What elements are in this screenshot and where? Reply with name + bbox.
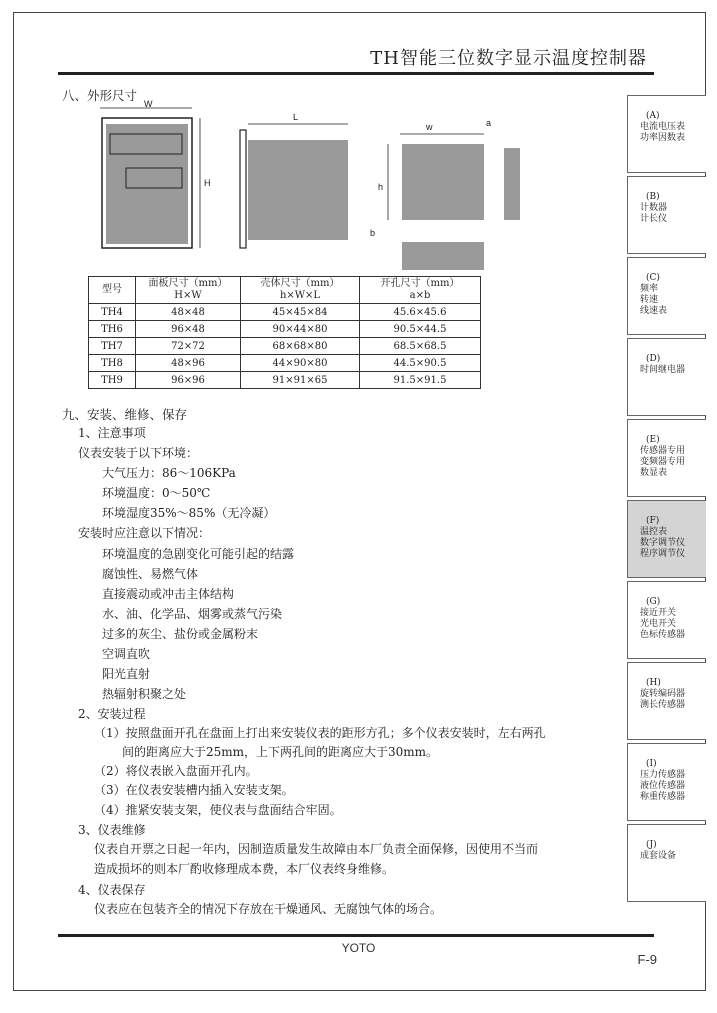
section-9-line: 仪表自开票之日起一年内，因制造质量发生故障由本厂负责全面保修，因使用不当而 bbox=[94, 842, 539, 856]
category-tab-5[interactable] bbox=[627, 500, 706, 578]
table-cell: 45.6×45.6 bbox=[360, 304, 481, 321]
section-9-line: （3）在仪表安装槽内插入安装支架。 bbox=[94, 783, 294, 797]
cutout-body bbox=[402, 144, 484, 220]
category-tab-label: 温控表 bbox=[640, 527, 668, 537]
category-tab-0[interactable] bbox=[627, 95, 706, 173]
category-tab-label: 液位传感器 bbox=[640, 781, 686, 791]
adjacent-cutout-below bbox=[402, 242, 484, 270]
section-9-line: （2）将仪表嵌入盘面开孔内。 bbox=[94, 764, 258, 778]
category-tab-4[interactable] bbox=[627, 419, 706, 497]
category-tab-label: 数显表 bbox=[640, 468, 668, 478]
table-cell: 44×90×80 bbox=[241, 355, 360, 372]
table-cell: 90.5×44.5 bbox=[360, 321, 481, 338]
category-tab-label: 压力传感器 bbox=[640, 770, 686, 780]
section-9-line: 2、安装过程 bbox=[78, 707, 146, 721]
category-tab-label: 测长传感器 bbox=[640, 700, 686, 710]
table-cell: 48×48 bbox=[136, 304, 241, 321]
section-9-line: 间的距离应大于25mm，上下两孔间的距离应大于30mm。 bbox=[122, 745, 439, 759]
category-tab-label: 功率因数表 bbox=[640, 133, 686, 143]
label-L: L bbox=[293, 112, 299, 122]
category-tab-label: 接近开关 bbox=[640, 608, 677, 618]
category-tab-code: (D) bbox=[646, 354, 661, 364]
col-model: 型号 bbox=[89, 277, 136, 304]
section-9-line: 水、油、化学品、烟雾或蒸气污染 bbox=[102, 607, 283, 621]
side-panel-bezel bbox=[240, 130, 246, 248]
section-9-line: 环境温度：0～50℃ bbox=[102, 486, 211, 500]
section-9-line: 直接震动或冲击主体结构 bbox=[102, 587, 235, 601]
header-divider bbox=[58, 72, 654, 75]
table-cell: 44.5×90.5 bbox=[360, 355, 481, 372]
section-9-line: 1、注意事项 bbox=[78, 426, 146, 440]
col-cutout-size: 开孔尺寸（mm） a×b bbox=[360, 277, 481, 304]
section-9-line: 造成损坏的则本厂酌收修理成本费，本厂仪表终身维修。 bbox=[94, 862, 395, 876]
category-tab-9[interactable] bbox=[627, 824, 706, 902]
side-case-body bbox=[248, 140, 348, 240]
category-tab-label: 数字调节仪 bbox=[640, 538, 686, 548]
category-tab-1[interactable] bbox=[627, 176, 706, 254]
table-cell: 91.5×91.5 bbox=[360, 372, 481, 389]
category-tab-3[interactable] bbox=[627, 338, 706, 416]
table-row bbox=[89, 372, 481, 389]
section-9-line: 安装时应注意以下情况： bbox=[78, 526, 211, 540]
category-tab-label: 频率 bbox=[640, 284, 659, 294]
category-tab-label: 转速 bbox=[640, 295, 659, 305]
label-H: H bbox=[204, 178, 211, 188]
category-tab-code: (C) bbox=[646, 273, 660, 283]
section-9-line: 环境温度的急剧变化可能引起的结露 bbox=[102, 547, 295, 561]
display-window-upper bbox=[110, 134, 182, 154]
category-tab-label: 变频器专用 bbox=[640, 457, 686, 467]
category-tab-code: (G) bbox=[646, 597, 661, 607]
category-tab-code: (I) bbox=[646, 759, 657, 769]
category-tab-label: 程序调节仪 bbox=[640, 549, 686, 559]
table-cell: 45×45×84 bbox=[241, 304, 360, 321]
table-cell: TH6 bbox=[89, 321, 136, 338]
category-tab-code: (F) bbox=[646, 516, 660, 526]
category-tab-label: 旋转编码器 bbox=[640, 689, 686, 699]
table-row bbox=[89, 321, 481, 338]
category-tab-label: 计数器 bbox=[640, 203, 668, 213]
category-tab-label: 计长仪 bbox=[640, 214, 668, 224]
section-9-line: 空调直吹 bbox=[102, 647, 151, 661]
table-row bbox=[89, 304, 481, 321]
label-h: h bbox=[378, 182, 384, 192]
section-9-line: 3、仪表维修 bbox=[78, 823, 146, 837]
table-row bbox=[89, 338, 481, 355]
section-9-line: 环境湿度35%～85%（无冷凝） bbox=[102, 506, 276, 520]
table-cell: TH4 bbox=[89, 304, 136, 321]
section-9-line: 仪表安装于以下环境： bbox=[78, 446, 199, 460]
section-9-line: 4、仪表保存 bbox=[78, 883, 146, 897]
label-a: a bbox=[486, 118, 492, 128]
section-9-line: 过多的灰尘、盐份或金属粉末 bbox=[102, 627, 259, 641]
table-cell: 90×44×80 bbox=[241, 321, 360, 338]
display-window-lower bbox=[126, 168, 182, 188]
category-tab-code: (B) bbox=[646, 192, 660, 202]
category-tab-label: 色标传感器 bbox=[640, 630, 686, 640]
table-cell: TH8 bbox=[89, 355, 136, 372]
category-tab-code: (H) bbox=[646, 678, 661, 688]
table-cell: 68×68×80 bbox=[241, 338, 360, 355]
label-w: w bbox=[426, 122, 433, 132]
category-tab-label: 光电开关 bbox=[640, 619, 677, 629]
category-tab-label: 时间继电器 bbox=[640, 365, 686, 375]
dimension-table bbox=[88, 276, 481, 389]
table-cell: 48×96 bbox=[136, 355, 241, 372]
category-tab-code: (E) bbox=[646, 435, 660, 445]
section-9-line: （4）推紧安装支架，使仪表与盘面结合牢固。 bbox=[94, 803, 342, 817]
table-cell: TH7 bbox=[89, 338, 136, 355]
section-9-line: 腐蚀性、易燃气体 bbox=[102, 567, 199, 581]
col-panel-size: 面板尺寸（mm） H×W bbox=[136, 277, 241, 304]
table-cell: 91×91×65 bbox=[241, 372, 360, 389]
section-9-line: 阳光直射 bbox=[102, 667, 151, 681]
category-tab-7[interactable] bbox=[627, 662, 706, 740]
category-tab-8[interactable] bbox=[627, 743, 706, 821]
table-cell: TH9 bbox=[89, 372, 136, 389]
footer-brand: YOTO bbox=[341, 941, 376, 955]
category-tab-label: 电流电压表 bbox=[640, 122, 686, 132]
category-tab-code: (A) bbox=[646, 111, 660, 121]
category-tab-label: 线速表 bbox=[640, 306, 668, 316]
category-tab-6[interactable] bbox=[627, 581, 706, 659]
category-tab-2[interactable] bbox=[627, 257, 706, 335]
section-9-line: （1）按照盘面开孔在盘面上打出来安装仪表的距形方孔；多个仪表安装时，左右两孔 bbox=[94, 726, 546, 740]
category-tab-code: (J) bbox=[646, 840, 657, 850]
table-cell: 68.5×68.5 bbox=[360, 338, 481, 355]
label-W: W bbox=[144, 99, 153, 109]
category-tab-label: 称重传感器 bbox=[640, 792, 686, 802]
category-tabs bbox=[627, 95, 706, 905]
adjacent-cutout-right bbox=[504, 148, 520, 220]
category-tab-label: 成套设备 bbox=[640, 851, 677, 861]
col-case-size: 壳体尺寸（mm） h×W×L bbox=[241, 277, 360, 304]
page-title: TH智能三位数字显示温度控制器 bbox=[370, 48, 647, 69]
table-cell: 72×72 bbox=[136, 338, 241, 355]
section-9-line: 大气压力：86～106KPa bbox=[102, 466, 236, 480]
table-cell: 96×48 bbox=[136, 321, 241, 338]
dimension-diagram bbox=[90, 98, 520, 273]
section-9-heading: 九、安装、维修、保存 bbox=[62, 407, 188, 422]
section-9-line: 热辐射积聚之处 bbox=[102, 687, 187, 701]
page-number: F-9 bbox=[637, 952, 657, 967]
section-8-heading: 八、外形尺寸 bbox=[62, 88, 138, 103]
label-b: b bbox=[370, 228, 376, 238]
footer-divider bbox=[58, 934, 654, 937]
category-tab-label: 传感器专用 bbox=[640, 446, 686, 456]
table-row bbox=[89, 355, 481, 372]
table-cell: 96×96 bbox=[136, 372, 241, 389]
section-9-line: 仪表应在包装齐全的情况下存放在干燥通风、无腐蚀气体的场合。 bbox=[94, 902, 443, 916]
